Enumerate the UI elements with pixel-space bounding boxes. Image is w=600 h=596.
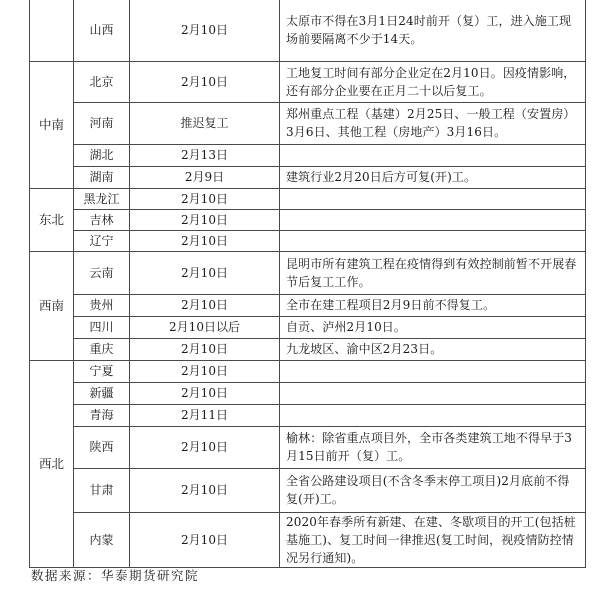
table-row [30,61,586,102]
province-cell: 重庆 [74,338,130,360]
province-cell: 贵州 [74,294,130,316]
date-cell: 2月10日 [130,61,280,102]
province-reopening-table [29,0,586,568]
table-row [30,144,586,166]
province-cell: 吉林 [74,209,130,230]
note-cell [280,230,586,251]
date-cell: 2月10日 [130,0,280,61]
date-cell: 2月10日 [130,294,280,316]
date-cell: 2月13日 [130,144,280,166]
table-row [30,230,586,251]
region-cell-southwest: 西南 [30,251,74,360]
province-cell: 宁夏 [74,360,130,382]
note-cell: 全省公路建设项目(不含冬季末停工项目)2月底前不得复(开)工。 [280,468,586,512]
table-row [30,382,586,404]
table-row [30,102,586,144]
date-cell: 2月10日 [130,360,280,382]
note-cell: 太原市不得在3月1日24时前开（复）工，进入施工现场前要隔离不少于14天。 [280,0,586,61]
table-row [30,294,586,316]
province-cell: 内蒙 [74,512,130,567]
table-row [30,166,586,188]
date-cell: 2月10日 [130,188,280,209]
region-cell-northeast: 东北 [30,188,74,251]
note-cell [280,382,586,404]
table-row [30,338,586,360]
note-cell [280,144,586,166]
province-cell: 四川 [74,316,130,338]
province-cell: 甘肃 [74,468,130,512]
date-cell: 推迟复工 [130,102,280,144]
table-row [30,404,586,426]
province-cell: 河南 [74,102,130,144]
note-cell [280,404,586,426]
data-table [29,0,586,568]
table-row [30,316,586,338]
region-cell-northwest: 西北 [30,360,74,567]
province-cell: 新疆 [74,382,130,404]
note-cell: 九龙坡区、渝中区2月23日。 [280,338,586,360]
region-cell [30,0,74,61]
date-cell: 2月10日 [130,468,280,512]
date-cell: 2月11日 [130,404,280,426]
province-cell: 辽宁 [74,230,130,251]
date-cell: 2月9日 [130,166,280,188]
province-cell: 黑龙江 [74,188,130,209]
province-cell: 北京 [74,61,130,102]
table-row [30,512,586,567]
note-cell: 自贡、泸州2月10日。 [280,316,586,338]
date-cell: 2月10日 [130,230,280,251]
date-cell: 2月10日以后 [130,316,280,338]
note-cell: 郑州重点工程（基建）2月25日、一般工程（安置房）3月6日、其他工程（房地产）3月16日。 [280,102,586,144]
date-cell: 2月10日 [130,251,280,294]
province-cell: 云南 [74,251,130,294]
province-cell: 青海 [74,404,130,426]
province-cell: 湖南 [74,166,130,188]
date-cell: 2月10日 [130,209,280,230]
table-row [30,209,586,230]
note-cell: 昆明市所有建筑工程在疫情得到有效控制前暂不开展春节后复工工作。 [280,251,586,294]
note-cell: 2020年春季所有新建、在建、冬歇项目的开工(包括桩基施工)、复工时间一律推迟(复工时间，视疫情防控情况另行通知)。 [280,512,586,567]
source-note: 数据来源：华泰期货研究院 [31,568,200,583]
province-cell: 湖北 [74,144,130,166]
note-cell [280,209,586,230]
table-row [30,0,586,61]
note-cell: 建筑行业2月20日后方可复(开)工。 [280,166,586,188]
date-cell: 2月10日 [130,338,280,360]
note-cell: 全市在建工程项目2月9日前不得复工。 [280,294,586,316]
note-cell: 工地复工时间有部分企业定在2月10日。因疫情影响，还有部分企业要在正月二十以后复工。 [280,61,586,102]
date-cell: 2月10日 [130,426,280,468]
table-row [30,251,586,294]
province-cell: 山西 [74,0,130,61]
note-cell: 榆林：除省重点项目外，全市各类建筑工地不得早于3月15日前开（复）工。 [280,426,586,468]
table-row [30,426,586,468]
note-cell [280,188,586,209]
table-row [30,360,586,382]
region-cell-central-south: 中南 [30,61,74,188]
province-cell: 陕西 [74,426,130,468]
table-row [30,188,586,209]
date-cell: 2月10日 [130,512,280,567]
date-cell: 2月10日 [130,382,280,404]
note-cell [280,360,586,382]
table-row [30,468,586,512]
